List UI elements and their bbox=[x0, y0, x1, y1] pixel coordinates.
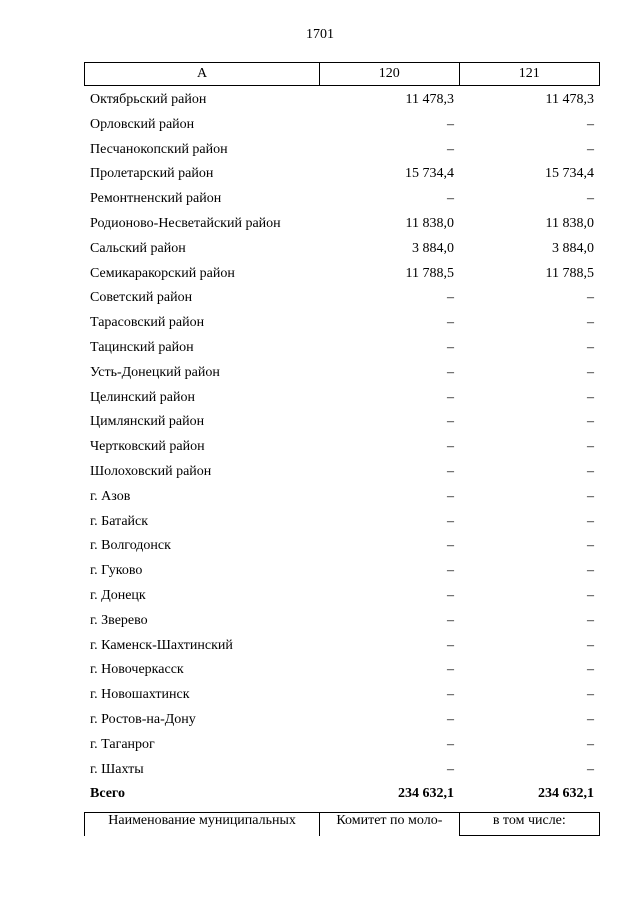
row-value-120: – bbox=[447, 612, 454, 628]
row-value-120: – bbox=[447, 637, 454, 653]
row-value-121: – bbox=[587, 563, 594, 579]
row-name: Сальский район bbox=[90, 240, 186, 256]
table-row bbox=[84, 485, 600, 510]
row-name: Чертковский район bbox=[90, 439, 205, 455]
row-value-120: 3 884,0 bbox=[412, 240, 454, 256]
row-value-121: – bbox=[587, 315, 594, 331]
table-row bbox=[84, 510, 600, 535]
row-name: Пролетарский район bbox=[90, 166, 214, 182]
row-value-121: – bbox=[587, 364, 594, 380]
row-value-120: – bbox=[447, 290, 454, 306]
row-name: г. Гуково bbox=[90, 563, 143, 579]
row-name: г. Волгодонск bbox=[90, 538, 171, 554]
table-row bbox=[84, 733, 600, 758]
row-value-120: – bbox=[447, 439, 454, 455]
row-value-121: – bbox=[587, 662, 594, 678]
row-value-121: 11 478,3 bbox=[545, 92, 594, 107]
table-row bbox=[84, 758, 600, 783]
table-row bbox=[84, 237, 600, 262]
table-row bbox=[84, 162, 600, 187]
row-name: Советский район bbox=[90, 290, 193, 306]
row-value-121: – bbox=[587, 290, 594, 306]
row-name: Родионово-Несветайский район bbox=[90, 215, 281, 231]
table-row bbox=[84, 609, 600, 634]
row-value-120: 11 478,3 bbox=[405, 92, 454, 107]
row-name: Тацинский район bbox=[90, 339, 194, 355]
row-name: г. Новошахтинск bbox=[90, 687, 190, 703]
header-column-120: 120 bbox=[320, 63, 459, 86]
row-name: Усть-Донецкий район bbox=[90, 364, 220, 380]
row-name: г. Таганрог bbox=[90, 736, 155, 752]
row-name: Орловский район bbox=[90, 116, 195, 132]
table-row bbox=[84, 460, 600, 485]
header-column-121: 121 bbox=[459, 63, 600, 86]
row-name: Октябрьский район bbox=[90, 92, 207, 107]
row-value-120: – bbox=[447, 513, 454, 529]
row-value-120: – bbox=[447, 761, 454, 777]
row-value-121: 3 884,0 bbox=[552, 240, 594, 256]
table-row bbox=[84, 658, 600, 683]
row-value-121: – bbox=[587, 612, 594, 628]
row-value-120: – bbox=[447, 414, 454, 430]
next-header-column-committee: Комитет по моло- bbox=[320, 813, 459, 836]
page-number: 1701 bbox=[306, 27, 334, 42]
total-row bbox=[84, 782, 600, 807]
row-value-121: – bbox=[587, 463, 594, 479]
row-value-120: – bbox=[447, 191, 454, 207]
row-value-121: – bbox=[587, 116, 594, 132]
row-name: Целинский район bbox=[90, 389, 195, 405]
table-row bbox=[84, 634, 600, 659]
row-value-120: – bbox=[447, 463, 454, 479]
table-row bbox=[84, 584, 600, 609]
row-value-121: – bbox=[587, 687, 594, 703]
row-value-120: – bbox=[447, 339, 454, 355]
row-value-120: – bbox=[447, 587, 454, 603]
row-name: г. Зверево bbox=[90, 612, 148, 628]
row-value-121: – bbox=[587, 513, 594, 529]
row-value-121: – bbox=[587, 538, 594, 554]
row-name: г. Донецк bbox=[90, 587, 146, 603]
row-value-121: 11 838,0 bbox=[545, 215, 594, 231]
row-name: Всего bbox=[90, 786, 125, 802]
table-body bbox=[84, 88, 600, 807]
table-row bbox=[84, 88, 600, 113]
row-name: Цимлянский район bbox=[90, 414, 205, 430]
table-row bbox=[84, 708, 600, 733]
row-name: г. Шахты bbox=[90, 761, 144, 777]
row-name: г. Каменск-Шахтинский bbox=[90, 637, 233, 653]
row-name: г. Ростов-на-Дону bbox=[90, 711, 196, 727]
table-row bbox=[84, 534, 600, 559]
row-value-121: – bbox=[587, 141, 594, 157]
row-name: Семикаракорский район bbox=[90, 265, 235, 281]
row-value-120: 15 734,4 bbox=[405, 166, 454, 182]
row-value-120: – bbox=[447, 116, 454, 132]
row-name: г. Новочеркасск bbox=[90, 662, 184, 678]
table-row bbox=[84, 386, 600, 411]
next-header-column-including: в том числе: bbox=[459, 813, 599, 836]
row-value-121: – bbox=[587, 587, 594, 603]
row-value-121: – bbox=[587, 339, 594, 355]
table-row bbox=[84, 212, 600, 237]
next-header-column-name: Наименование муниципальных bbox=[85, 813, 320, 836]
row-name: г. Батайск bbox=[90, 513, 149, 529]
table-row bbox=[84, 187, 600, 212]
row-name: Ремонтненский район bbox=[90, 191, 222, 207]
row-value-120: – bbox=[447, 141, 454, 157]
table-row bbox=[84, 559, 600, 584]
row-value-120: – bbox=[447, 662, 454, 678]
table-row bbox=[84, 262, 600, 287]
table-row bbox=[84, 361, 600, 386]
row-value-120: – bbox=[447, 488, 454, 504]
row-value-121: 234 632,1 bbox=[538, 786, 594, 802]
row-value-121: – bbox=[587, 711, 594, 727]
row-value-121: – bbox=[587, 389, 594, 405]
table-row bbox=[84, 435, 600, 460]
row-value-121: – bbox=[587, 637, 594, 653]
row-value-121: – bbox=[587, 761, 594, 777]
header-column-name: А bbox=[85, 63, 320, 86]
row-value-121: – bbox=[587, 414, 594, 430]
table-row bbox=[84, 410, 600, 435]
row-value-120: 11 788,5 bbox=[405, 265, 454, 281]
row-name: Песчанокопский район bbox=[90, 141, 228, 157]
row-value-120: 11 838,0 bbox=[405, 215, 454, 231]
row-value-121: – bbox=[587, 488, 594, 504]
row-value-121: – bbox=[587, 439, 594, 455]
row-value-121: 15 734,4 bbox=[545, 166, 594, 182]
row-value-120: – bbox=[447, 389, 454, 405]
table-row bbox=[84, 286, 600, 311]
table-row bbox=[84, 336, 600, 361]
row-name: г. Азов bbox=[90, 488, 131, 504]
table-row bbox=[84, 113, 600, 138]
row-value-120: – bbox=[447, 364, 454, 380]
row-name: Шолоховский район bbox=[90, 463, 212, 479]
row-value-120: – bbox=[447, 563, 454, 579]
row-value-120: – bbox=[447, 538, 454, 554]
row-value-120: – bbox=[447, 711, 454, 727]
row-value-120: – bbox=[447, 315, 454, 331]
row-name: Тарасовский район bbox=[90, 315, 205, 331]
row-value-120: 234 632,1 bbox=[398, 786, 454, 802]
row-value-120: – bbox=[447, 736, 454, 752]
table-header bbox=[84, 62, 600, 86]
table-row bbox=[84, 311, 600, 336]
table-row bbox=[84, 683, 600, 708]
table-row bbox=[84, 138, 600, 163]
row-value-121: – bbox=[587, 191, 594, 207]
row-value-121: – bbox=[587, 736, 594, 752]
row-value-120: – bbox=[447, 687, 454, 703]
row-value-121: 11 788,5 bbox=[545, 265, 594, 281]
next-table-header bbox=[84, 812, 600, 836]
